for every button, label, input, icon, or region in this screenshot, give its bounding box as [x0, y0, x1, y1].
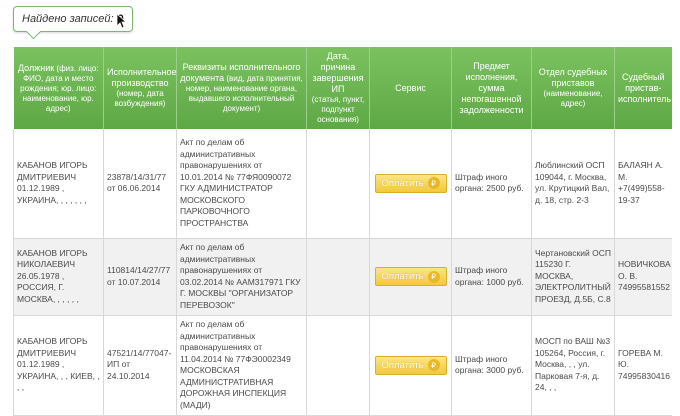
cell-completion — [307, 238, 370, 315]
cell-subject: Штраф иного органа: 2500 руб. — [452, 129, 532, 238]
pay-button-label: Оплатить — [381, 359, 424, 371]
pay-button[interactable] — [375, 356, 447, 375]
pay-button[interactable] — [375, 174, 447, 193]
header-document-note: (вид, дата принятия, номер, наименование органа, выдавшего исполнительный документ) — [185, 74, 303, 113]
cell-department: Люблинский ОСП 109044, г. Москва, ул. Крутицкий Вал, д. 18, стр. 2-3 — [532, 129, 615, 238]
cell-service — [370, 129, 452, 238]
header-proceeding — [104, 47, 177, 129]
ruble-icon: ₽ — [428, 359, 440, 371]
cell-document: Акт по делам об административных правонарушениях от 10.01.2014 № 77ФЯ0090072 ГКУ АДМИНИСТРАТОР МОСКОВСКОГО ПАРКОВОЧНОГО ПРОСТРАНСТВА — [177, 129, 307, 238]
records-found-label: Найдено записей: — [22, 13, 114, 25]
header-debtor-note: (физ. лицо: ФИО, дата и место рождения; юр. лицо: наименование, юр. адрес) — [20, 63, 99, 113]
header-completion-title: Дата, причина завершения ИП — [312, 51, 364, 94]
cell-proceeding: 110814/14/27/77 от 10.07.2014 — [104, 238, 177, 315]
cell-proceeding: 23878/14/31/77 от 06.06.2014 — [104, 129, 177, 238]
header-department-note: (наименование, адрес) — [543, 89, 603, 108]
pay-button-label: Оплатить — [381, 271, 424, 282]
results-table — [13, 47, 672, 416]
cell-completion — [307, 315, 370, 415]
ruble-icon: ₽ — [428, 177, 440, 189]
cell-proceeding: 47521/14/77047-ИП от 24.10.2014 — [104, 315, 177, 415]
header-completion-note: (статья, пункт, подпункт основания) — [311, 95, 365, 124]
cell-debtor: КАБАНОВ ИГОРЬ ДМИТРИЕВИЧ 01.12.1989 , УКРАИНА, , , КИЕВ, , , , — [14, 315, 104, 415]
cell-debtor: КАБАНОВ ИГОРЬ ДМИТРИЕВИЧ 01.12.1989 , УКРАИНА, , , , , , , — [14, 129, 104, 238]
header-subject — [452, 47, 532, 129]
header-completion — [307, 47, 370, 129]
cell-bailiff: НОВИЧКОВА О. В. 74995581552 — [615, 238, 672, 315]
table-row — [14, 129, 672, 238]
cell-completion — [307, 129, 370, 238]
header-service — [370, 47, 452, 129]
pointer-cursor-icon — [116, 13, 126, 29]
header-document-title: Реквизиты исполнительного документа — [180, 62, 301, 83]
header-proceeding-title: Исполнительное производство — [107, 67, 177, 88]
table-header-row — [14, 47, 672, 129]
header-subject-title: Предмет исполнения, сумма непогашенной задолженности — [459, 60, 524, 115]
cell-bailiff: ГОРЕВА М. Ю. 74995830416 — [615, 315, 672, 415]
header-proceeding-note: (номер, дата возбуждения) — [114, 89, 166, 108]
cell-document: Акт по делам об административных правонарушениях от 03.02.2014 № ААМ317971 ГКУ Г. МОСКВЫ "ОРГАНИЗАТОР ПЕРЕВОЗОК" — [177, 238, 307, 315]
header-bailiff — [615, 47, 672, 129]
header-department — [532, 47, 615, 129]
ruble-icon: ₽ — [428, 271, 440, 283]
header-bailiff-title: Судебный пристав-исполнитель — [618, 71, 672, 104]
pay-button-label: Оплатить — [381, 177, 424, 189]
header-debtor-title: Должник — [17, 62, 55, 73]
cell-service — [370, 238, 452, 315]
cell-subject: Штраф иного органа: 3000 руб. — [452, 315, 532, 415]
records-found-badge — [13, 6, 133, 32]
cell-department: Чертановский ОСП 115230 Г. МОСКВА, ЭЛЕКТРОЛИТНЫЙ ПРОЕЗД, Д.5Б, С.8 — [532, 238, 615, 315]
table-row — [14, 238, 672, 315]
cell-bailiff: БАЛАЯН А. М. +7(499)558-19-37 — [615, 129, 672, 238]
cell-document: Акт по делам об административных правонарушениях от 11.04.2014 № 77ФЭ0002349 МОСКОВСКАЯ АДМИНИСТРАТИВНАЯ ДОРОЖНАЯ ИНСПЕКЦИЯ (МАДИ) — [177, 315, 307, 415]
header-service-title: Сервис — [395, 82, 426, 93]
header-document — [177, 47, 307, 129]
cell-service — [370, 315, 452, 415]
cell-debtor: КАБАНОВ ИГОРЬ НИКОЛАЕВИЧ 26.05.1978 , РОССИЯ, Г. МОСКВА, , , , , , — [14, 238, 104, 315]
header-debtor — [14, 47, 104, 129]
table-row — [14, 315, 672, 415]
cell-department: МОСП по ВАШ №3 105264, Россия, г. Москва, , , ул. Парковая 7-я, д. 24, , , — [532, 315, 615, 415]
header-department-title: Отдел судебных приставов — [538, 67, 608, 88]
pay-button[interactable] — [375, 267, 447, 286]
cell-subject: Штраф иного органа: 1000 руб. — [452, 238, 532, 315]
